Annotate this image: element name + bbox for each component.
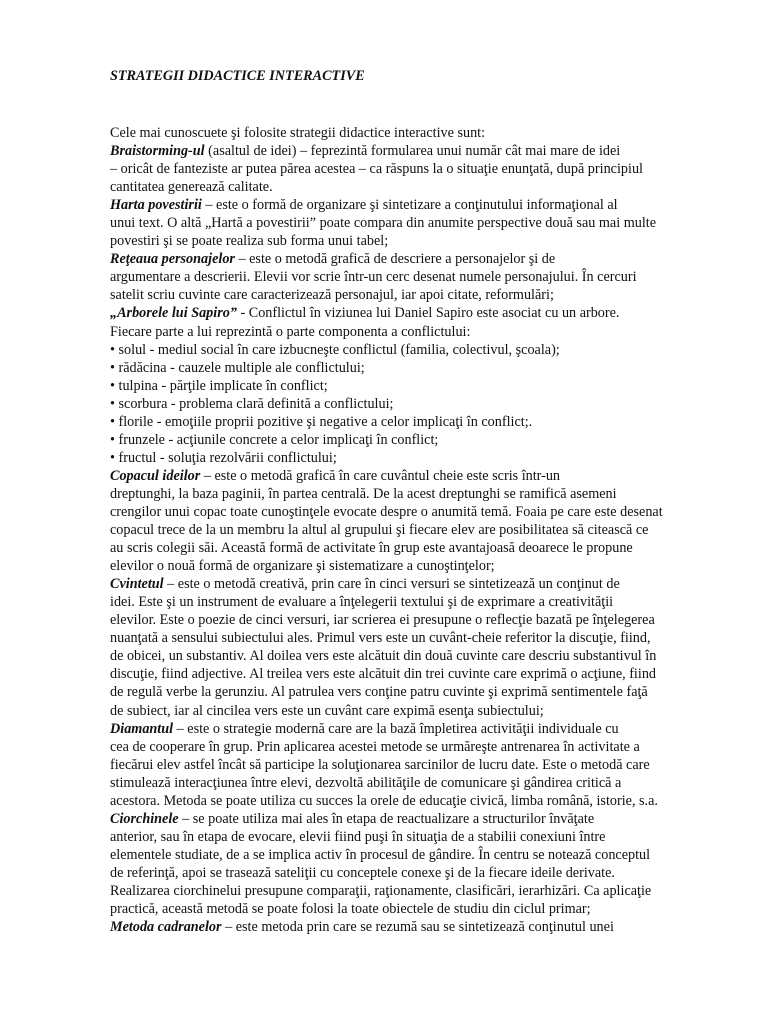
line-text: – este o metodă grafică de descriere a personajelor şi de	[234, 251, 556, 268]
line-text: stimulează interacţiunea între elevi, dezvoltă abilităţile de comunicare şi gândirea critică a	[110, 774, 622, 791]
line-text: de subiect, iar al cincilea vers este un cuvânt care expimă esenţa subiectului;	[110, 702, 544, 719]
line-text: au scris colegii săi. Această formă de activitate în grup este avantajoasă deoarece le propune	[110, 540, 633, 557]
text-line	[110, 629, 730, 647]
line-text: – oricât de fanteziste ar putea părea acestea – ca răspuns la o situaţie enunţată, după principiul	[110, 161, 643, 178]
line-text: idei. Este şi un instrument de evaluare a înţelegerii textului şi de exprimare a creativităţii	[110, 594, 614, 611]
text-line	[110, 683, 730, 701]
text-line	[110, 395, 730, 413]
line-text: de regulă verbe la gerunziu. Al patrulea vers conţine patru cuvinte şi exprimă sentimentele faţă	[110, 684, 648, 701]
text-line	[110, 341, 730, 359]
line-text: discuţie, fiind adjective. Al treilea vers este alcătuit din trei cuvinte care exprimă o acţiune, fiind	[110, 666, 657, 683]
line-text: • frunzele - acţiunile concrete a celor implicaţi în conflict;	[110, 431, 439, 448]
line-text: acestora. Metoda se poate utiliza cu succes la orele de educaţie civică, limba română, istorie, s.a.	[110, 792, 658, 809]
line-text: (asaltul de idei) – feprezintă formularea unui număr cât mai mare de idei	[204, 143, 621, 160]
line-text: Realizarea ciorchinelui presupune comparaţii, raţionamente, clasificări, ierarhizări. Ca aplicaţie	[110, 882, 652, 899]
text-line	[110, 214, 730, 232]
text-line	[110, 232, 730, 250]
line-text: fiecărui elev astfel încât să participe la soluţionarea sarcinilor de lucru date. Este o metodă care	[110, 756, 650, 773]
line-text: • fructul - soluţia rezolvării conflictului;	[110, 449, 337, 466]
text-line	[110, 792, 730, 810]
text-line	[110, 720, 730, 738]
line-text: – este o strategie modernă care are la bază împletirea activităţii individuale cu	[173, 720, 619, 737]
line-text: – este o metodă grafică în care cuvântul cheie este scris într-un	[200, 467, 561, 484]
line-text: - Conflictul în viziunea lui Daniel Sapiro este asociat cu un arbore.	[236, 305, 620, 322]
line-text: – se poate utiliza mai ales în etapa de reactualizare a structurilor învăţate	[178, 810, 595, 827]
line-text: crengilor unui copac toate cunoştinţele evocate despre o anumită temă. Foaia pe care este desenat	[110, 503, 663, 520]
text-line	[110, 756, 730, 774]
text-line	[110, 250, 730, 268]
text-line	[110, 738, 730, 756]
text-line	[110, 142, 730, 160]
text-line	[110, 828, 730, 846]
strategy-term: Braistorming-ul	[110, 143, 205, 160]
line-text: cea de cooperare în grup. Prin aplicarea acestei metode se urmăreşte antrenarea în activitate a	[110, 738, 640, 755]
text-line	[110, 485, 730, 503]
text-line	[110, 665, 730, 683]
strategy-term: Metoda cadranelor	[110, 919, 222, 936]
line-text: • solul - mediul social în care izbucneşte conflictul (familia, colectivul, şcoala);	[110, 341, 560, 358]
text-line	[110, 413, 730, 431]
line-text: argumentare a descrierii. Elevii vor scrie într-un cerc desenat numele personajului. În cercuri	[110, 269, 637, 286]
text-line	[110, 377, 730, 395]
line-text: elevilor o nouă formă de organizare şi sistematizare a cunoştinţelor;	[110, 558, 495, 575]
text-line	[110, 268, 730, 286]
text-line	[110, 900, 730, 918]
line-text: Fiecare parte a lui reprezintă o parte componenta a conflictului:	[110, 323, 471, 340]
text-line	[110, 810, 730, 828]
text-line	[110, 918, 730, 936]
text-line	[110, 557, 730, 575]
line-text: nuanţată a sensului subiectului ales. Primul vers este un cuvânt-cheie referitor la discuţie, fiind,	[110, 630, 651, 647]
strategy-term: Diamantul	[110, 720, 174, 737]
line-text: dreptunghi, la baza paginii, în partea centrală. De la acest dreptunghi se ramifică asemeni	[110, 485, 617, 502]
text-line	[110, 702, 730, 720]
text-line	[110, 774, 730, 792]
text-line	[110, 521, 730, 539]
line-text: elevilor. Este o poezie de cinci versuri, iar scrierea ei presupune o reflecţie bazată pe înţelegerea	[110, 612, 655, 629]
strategy-term: Copacul ideilor	[110, 467, 201, 484]
strategy-term: Cvintetul	[110, 576, 164, 593]
text-line	[110, 611, 730, 629]
text-line	[110, 846, 730, 864]
line-text: elementele studiate, de a se implica activ în procesul de gândire. În centru se notează conceptul	[110, 846, 651, 863]
text-line	[110, 359, 730, 377]
strategy-term: Harta povestirii	[110, 197, 202, 214]
line-text: cantitatea generează calitate.	[110, 179, 273, 196]
line-text: povestiri şi se poate realiza sub forma unui tabel;	[110, 233, 389, 250]
line-text: practică, această metodă se poate folosi la toate obiectele de studiu din ciclul primar;	[110, 901, 591, 918]
line-text: – este o formă de organizare şi sintetizare a conţinutului informaţional al	[201, 197, 618, 214]
line-text: – este o metodă creativă, prin care în cinci versuri se sintetizează un conţinut de	[163, 576, 620, 593]
text-line	[110, 304, 730, 322]
text-line	[110, 449, 730, 467]
text-line	[110, 178, 730, 196]
strategy-term: Ciorchinele	[110, 810, 179, 827]
line-text: – este metoda prin care se rezumă sau se sintetizează conţinutul unei	[221, 919, 614, 936]
line-text: • tulpina - părţile implicate în conflict;	[110, 377, 328, 394]
text-line	[110, 467, 730, 485]
line-text: satelit scriu cuvinte care caracterizează personajul, iar apoi citate, reformulări;	[110, 287, 554, 304]
text-line	[110, 431, 730, 449]
text-line	[110, 196, 730, 214]
document-body	[110, 124, 730, 936]
strategy-term: „Arborele lui Sapiro”	[110, 305, 237, 322]
text-line	[110, 882, 730, 900]
text-line	[110, 647, 730, 665]
line-text: • scorbura - problema clară definită a conflictului;	[110, 395, 394, 412]
line-text: de referinţă, apoi se trasează sateliţii cu conceptele conexe şi de la fiecare ideile derivate.	[110, 864, 615, 881]
text-line	[110, 593, 730, 611]
text-line	[110, 286, 730, 304]
line-text: de obicei, un substantiv. Al doilea vers este alcătuit din două cuvinte care descriu substantivul în	[110, 648, 657, 665]
line-text: • florile - emoţiile proprii pozitive şi negative a celor implicaţi în conflict;.	[110, 413, 533, 430]
text-line	[110, 124, 730, 142]
text-line	[110, 160, 730, 178]
line-text: Cele mai cunoscuete şi folosite strategii didactice interactive sunt:	[110, 125, 486, 141]
text-line	[110, 323, 730, 341]
line-text: copacul trece de la un membru la altul al grupului şi fiecare elev are posibilitatea să citească ce	[110, 522, 649, 539]
text-line	[110, 503, 730, 521]
line-text: • rădăcina - cauzele multiple ale conflictului;	[110, 359, 365, 376]
text-line	[110, 575, 730, 593]
page-title: STRATEGII DIDACTICE INTERACTIVE	[110, 68, 365, 84]
line-text: anterior, sau în etapa de evocare, elevii fiind puşi în situaţia de a stabilii conexiuni între	[110, 828, 606, 845]
strategy-term: Reţeaua personajelor	[110, 251, 235, 268]
text-line	[110, 539, 730, 557]
text-line	[110, 864, 730, 882]
line-text: unui text. O altă „Hartă a povestirii” poate compara din anumite perspective două sau mai multe	[110, 215, 657, 232]
